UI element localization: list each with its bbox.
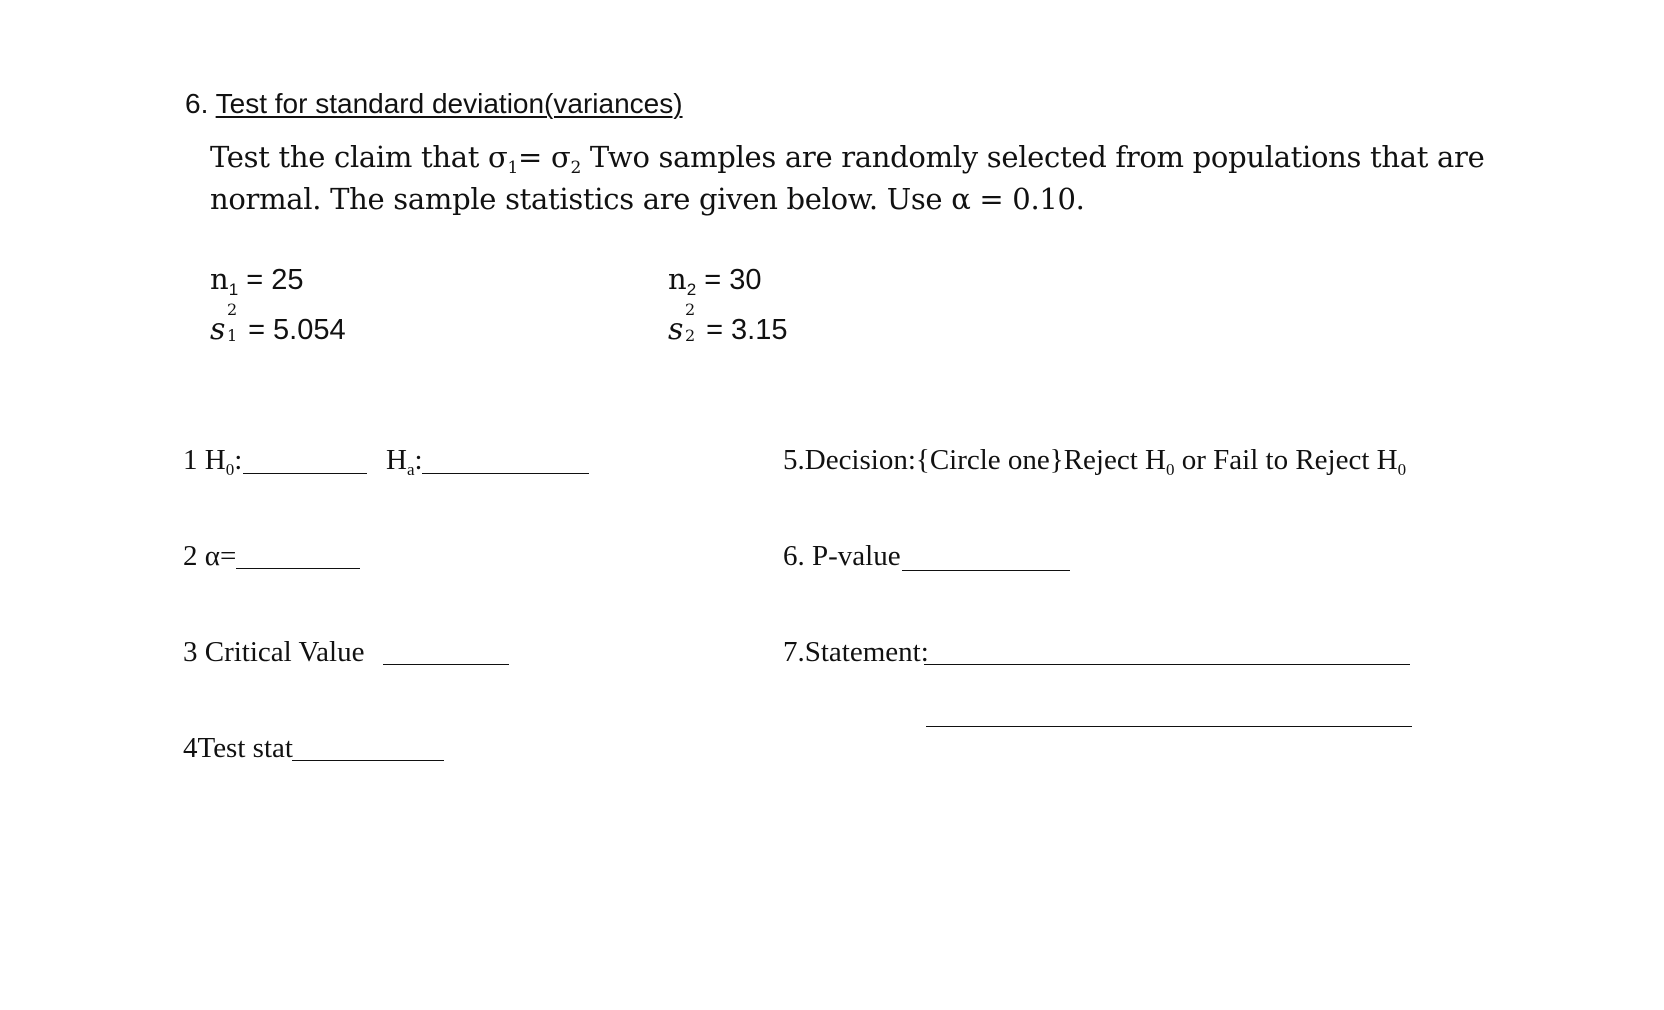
problem-claim-equals: = σ [518, 140, 571, 174]
critical-value-label: 3 Critical Value [183, 636, 365, 668]
alpha-label: 2 α= [183, 540, 237, 572]
statement-label: 7.Statement: [783, 636, 929, 668]
section-title-text: Test for standard deviation(variances) [215, 88, 683, 119]
critical-value-answer-line[interactable] [383, 664, 509, 665]
problem-line-2: normal. The sample statistics are given below. Use α = 0.10. [210, 182, 1085, 216]
problem-line-1-rest: Two samples are randomly selected from populations that are [581, 140, 1485, 174]
decision-label: 5.Decision:{Circle one}Reject $H_0$ or Fail to Reject $H_0$ [783, 444, 1407, 479]
sample2-s-symbol: s 2 2 [668, 300, 696, 347]
sample1-n-value: = 25 [246, 264, 304, 296]
pvalue-label: 6. P-value [783, 540, 901, 572]
ha-answer-line[interactable] [422, 473, 589, 474]
test-stat-label: 4Test stat [183, 732, 293, 764]
sample2-n-value: = 30 [704, 264, 762, 296]
sigma-2-subscript: 2 [570, 158, 581, 178]
sample1-n-subscript: 1 [228, 280, 239, 299]
sigma-1-subscript: 1 [507, 158, 519, 178]
sample2-n-subscript: 2 [686, 280, 697, 299]
test-stat-answer-line[interactable] [292, 760, 444, 761]
h0-label: 1 $H_0$: [183, 444, 243, 479]
sample1-n [210, 262, 303, 297]
problem-line-1 [210, 140, 1485, 178]
sample2-variance [668, 300, 788, 347]
ha-label: $H_a$: [386, 444, 423, 479]
section-number: 6. [185, 88, 209, 119]
statement-answer-line-2[interactable] [926, 726, 1412, 727]
h0-answer-line[interactable] [243, 473, 367, 474]
sample1-variance [210, 300, 346, 347]
sample2-variance-value: = 3.15 [706, 314, 788, 346]
sample1-variance-value: = 5.054 [248, 314, 346, 346]
section-title [185, 88, 683, 120]
pvalue-answer-line[interactable] [902, 570, 1070, 571]
sample1-s-symbol: s 2 1 [210, 300, 238, 347]
statement-answer-line-1[interactable] [924, 664, 1410, 665]
sample2-n-symbol: n [668, 262, 687, 296]
alpha-answer-line[interactable] [236, 568, 360, 569]
sample2-n [668, 262, 761, 297]
problem-claim-text: Test the claim that σ [210, 140, 508, 174]
sample1-n-symbol: n [210, 262, 229, 296]
